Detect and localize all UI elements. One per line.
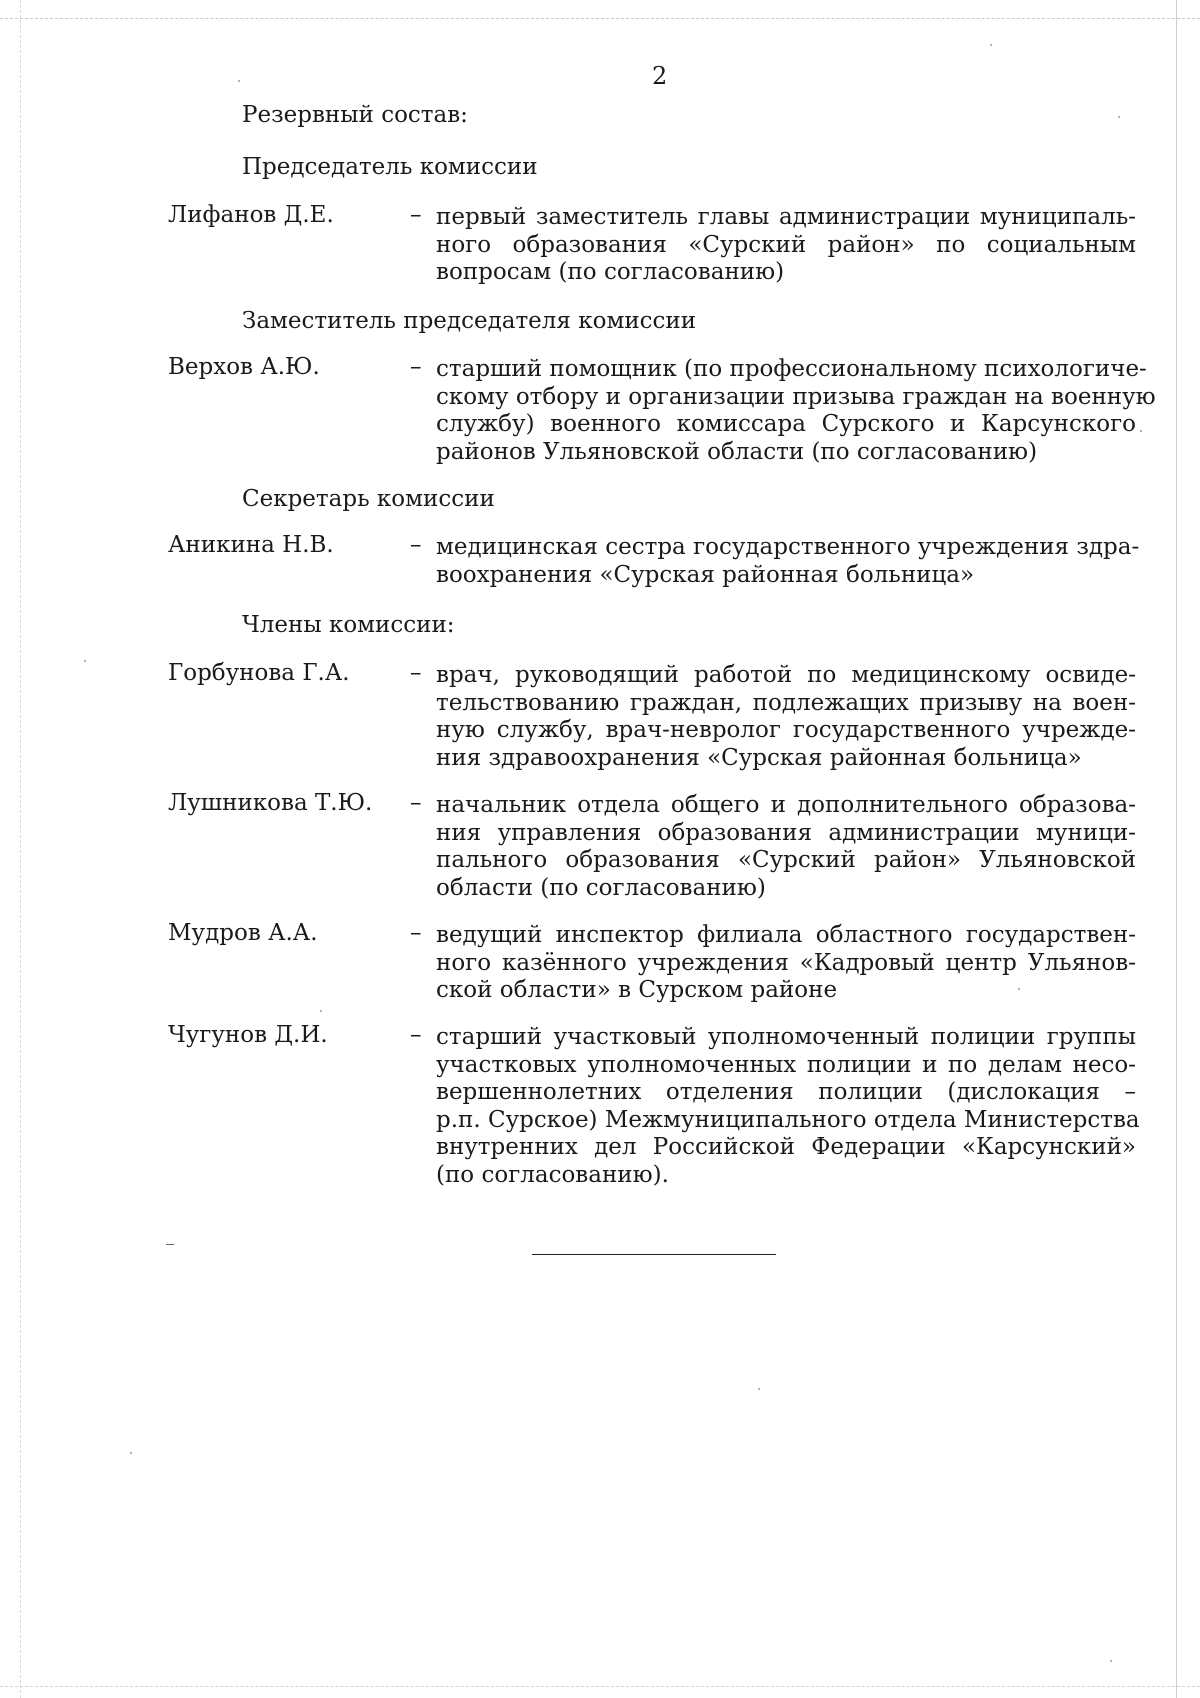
member-role-line: старший участковый уполномоченный полиции группы <box>436 1024 1136 1050</box>
member-role-line: ния управления образования администрации муници- <box>436 819 1136 846</box>
member-name: Горбунова Г.А. <box>168 660 350 686</box>
scan-speck <box>1118 116 1120 118</box>
member-role-line: вершеннолетних отделения полиции (дислокация – <box>436 1079 1136 1105</box>
member-role-line: первый заместитель главы администрации муниципаль- <box>436 204 1136 230</box>
member-role-line: участковых уполномоченных полиции и по делам несо- <box>436 1051 1136 1078</box>
member-role <box>436 922 1136 1005</box>
member-role-line: р.п. Сурское) Межмуниципального отдела Министерства <box>436 1106 1140 1133</box>
scan-speck <box>758 1388 760 1390</box>
member-name: Лифанов Д.Е. <box>168 202 334 228</box>
member-role-line: ного казённого учреждения «Кадровый центр Ульянов- <box>436 949 1136 976</box>
member-role <box>436 792 1136 902</box>
scan-edge-left <box>20 0 21 1698</box>
member-role-line: воохранения «Сурская районная больница» <box>436 561 975 588</box>
member-role <box>436 534 1140 589</box>
section-heading-secretary: Секретарь комиссии <box>242 486 495 512</box>
section-heading-members: Члены комиссии: <box>242 612 455 638</box>
member-role-line: начальник отдела общего и дополнительного образова- <box>436 792 1136 818</box>
member-role <box>436 1024 1140 1189</box>
member-role-line: службу) военного комиссара Сурского и Карсунского <box>436 411 1136 437</box>
scan-speck <box>320 1010 322 1012</box>
closing-rule <box>532 1254 776 1255</box>
member-role <box>436 662 1136 772</box>
member-name: Лушникова Т.Ю. <box>168 790 373 816</box>
section-heading-reserve: Резервный состав: <box>242 102 468 128</box>
member-dash: – <box>410 660 422 686</box>
member-role-line: скому отбору и организации призыва граждан на военную <box>436 383 1156 410</box>
scan-speck <box>238 80 240 82</box>
scan-edge-top <box>0 18 1200 19</box>
member-dash: – <box>410 354 422 380</box>
member-role-line: ного образования «Сурский район» по социальным <box>436 231 1136 258</box>
member-role-line: пального образования «Сурский район» Ульяновской <box>436 847 1136 873</box>
page-number: 2 <box>652 62 668 90</box>
member-dash: – <box>410 202 422 228</box>
member-role <box>436 356 1156 466</box>
member-role-line: районов Ульяновской области (по согласованию) <box>436 438 1038 465</box>
member-dash: – <box>410 1022 422 1048</box>
member-role-line: старший помощник (по профессиональному психологиче- <box>436 356 1147 382</box>
member-role-line: тельствованию граждан, подлежащих призыву на воен- <box>436 689 1136 716</box>
member-role-line: (по согласованию). <box>436 1161 669 1188</box>
member-name: Верхов А.Ю. <box>168 354 320 380</box>
member-dash: – <box>410 920 422 946</box>
scan-speck <box>130 1452 132 1454</box>
margin-mark <box>166 1244 174 1245</box>
scan-speck <box>990 44 992 46</box>
scan-speck <box>84 660 86 662</box>
member-role-line: внутренних дел Российской Федерации «Карсунский» <box>436 1134 1136 1160</box>
member-dash: – <box>410 532 422 558</box>
member-role-line: врач, руководящий работой по медицинскому освиде- <box>436 662 1136 688</box>
scan-edge-right <box>1176 0 1177 1698</box>
section-heading-chairman: Председатель комиссии <box>242 154 538 180</box>
member-role-line: области (по согласованию) <box>436 874 766 901</box>
member-role-line: ведущий инспектор филиала областного государствен- <box>436 922 1136 948</box>
member-name: Чугунов Д.И. <box>168 1022 328 1048</box>
member-name: Мудров А.А. <box>168 920 318 946</box>
scan-speck <box>1140 430 1142 432</box>
member-role-line: медицинская сестра государственного учреждения здра- <box>436 534 1140 560</box>
member-role-line: ской области» в Сурском районе <box>436 977 838 1003</box>
member-name: Аникина Н.В. <box>168 532 334 558</box>
member-role-line: вопросам (по согласованию) <box>436 259 785 285</box>
section-heading-deputy: Заместитель председателя комиссии <box>242 308 697 334</box>
member-role <box>436 204 1136 287</box>
member-dash: – <box>410 790 422 816</box>
member-role-line: ную службу, врач-невролог государственного учрежде- <box>436 717 1136 743</box>
scan-edge-bottom <box>0 1686 1200 1687</box>
member-role-line: ния здравоохранения «Сурская районная больница» <box>436 744 1082 771</box>
scan-speck <box>1110 1660 1112 1662</box>
